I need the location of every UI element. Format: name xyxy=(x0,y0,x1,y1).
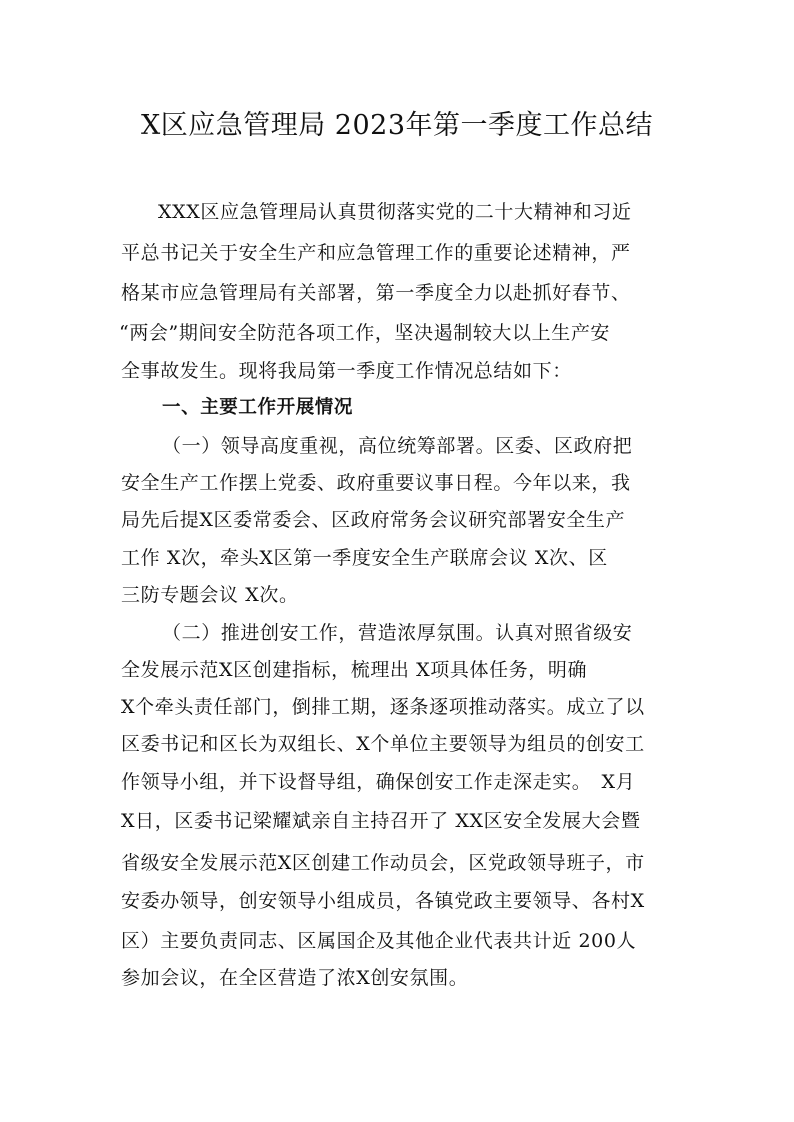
paragraph-line: 平总书记关于安全生产和应急管理工作的重要论述精神，严 xyxy=(121,242,631,264)
paragraph-line: X日，区委书记梁耀斌亲自主持召开了 XX区安全发展大会暨 xyxy=(121,810,641,832)
document-title: X区应急管理局 2023年第一季度工作总结 xyxy=(140,110,654,141)
paragraph-line: 三防专题会议 X次。 xyxy=(121,584,299,606)
paragraph-line: X个牵头责任部门，倒排工期，逐条逐项推动落实。成立了以 xyxy=(121,696,645,718)
section-heading: 一、主要工作开展情况 xyxy=(162,397,354,418)
paragraph-line: 全发展示范X区创建指标，梳理出 X项具体任务，明确 xyxy=(121,659,588,681)
paragraph-line: 安全生产工作摆上党委、政府重要议事日程。今年以来，我 xyxy=(121,472,631,494)
paragraph-line: “两会”期间安全防范各项工作，坚决遏制较大以上生产安 xyxy=(119,322,611,344)
paragraph-line: 区委书记和区长为双组长、X个单位主要领导为组员的创安工 xyxy=(121,733,645,755)
paragraph-line: 局先后提X区委常委会、区政府常务会议研究部署安全生产 xyxy=(121,509,626,531)
paragraph-line: 作领导小组，并下设督导组，确保创安工作走深走实。 X月 xyxy=(121,771,636,793)
paragraph-line: 工作 X次，牵头X区第一季度安全生产联席会议 X次、区 xyxy=(121,547,608,569)
paragraph-line: 参加会议，在全区营造了浓X创安氛围。 xyxy=(121,967,469,989)
paragraph-line: 省级安全发展示范X区创建工作动员会，区党政领导班子，市 xyxy=(121,852,645,874)
paragraph-line: 区）主要负责同志、区属国企及其他企业代表共计近 200人 xyxy=(121,930,637,952)
paragraph-line: 全事故发生。现将我局第一季度工作情况总结如下： xyxy=(121,360,572,382)
paragraph-line: 安委办领导，创安领导小组成员，各镇党政主要领导、各村X xyxy=(121,890,645,912)
paragraph-line: （二）推进创安工作，营造浓厚氛围。认真对照省级安 xyxy=(162,622,633,644)
paragraph-line: XXX区应急管理局认真贯彻落实党的二十大精神和习近 xyxy=(158,201,632,223)
paragraph-line: 格某市应急管理局有关部署，第一季度全力以赴抓好春节、 xyxy=(121,282,631,304)
paragraph-line: （一）领导高度重视，高位统筹部署。区委、区政府把 xyxy=(162,435,633,457)
